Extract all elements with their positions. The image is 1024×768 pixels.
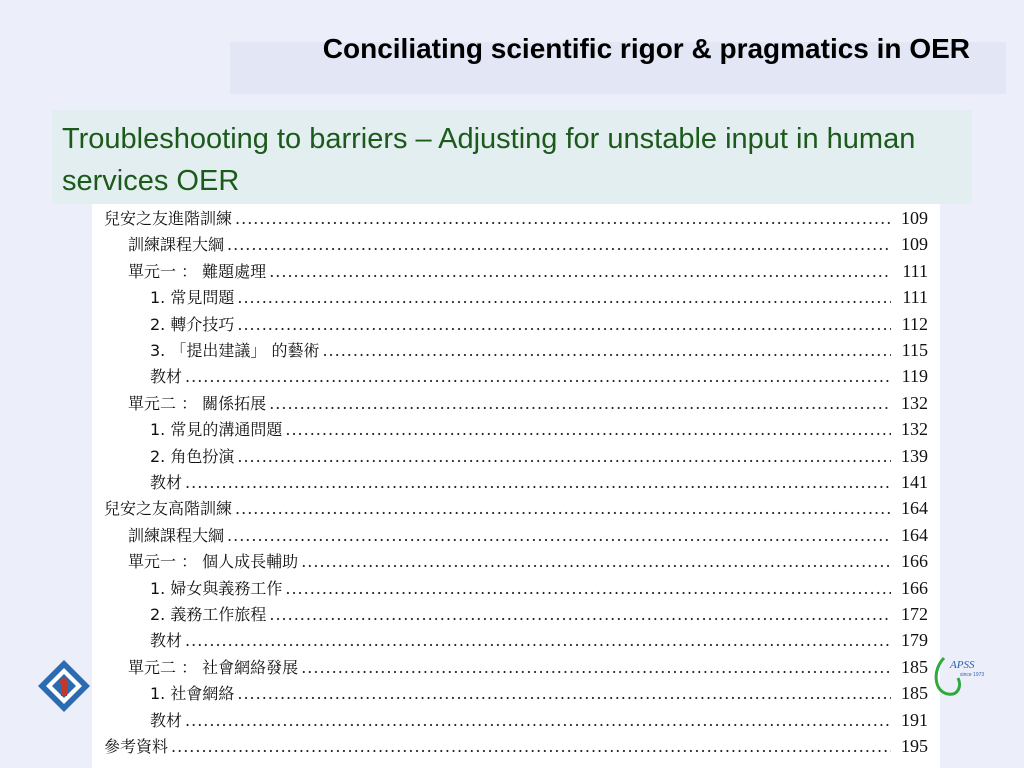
toc-entry-page: 111 bbox=[902, 287, 928, 308]
toc-entry bbox=[128, 549, 928, 575]
toc-entry-page: 172 bbox=[901, 604, 928, 624]
toc-entry-label: 兒安之友高階訓練 bbox=[104, 499, 233, 519]
toc-leader-dots bbox=[171, 737, 891, 756]
toc-entry bbox=[150, 444, 928, 470]
toc-leader-dots bbox=[227, 526, 891, 545]
toc-leader-dots bbox=[235, 499, 891, 518]
toc-entry-page: 185 bbox=[901, 656, 928, 677]
toc-leader-dots bbox=[185, 711, 891, 730]
toc-entry bbox=[150, 602, 928, 628]
toc-entry-page: 119 bbox=[901, 366, 928, 387]
toc-leader-dots bbox=[237, 315, 891, 334]
apss-logo-icon bbox=[930, 650, 994, 700]
toc-leader-dots bbox=[185, 367, 891, 386]
toc-entry bbox=[104, 734, 928, 760]
toc-leader-dots bbox=[237, 288, 891, 307]
toc-leader-dots bbox=[285, 579, 891, 598]
slide-title: Conciliating scientific rigor & pragmatics in OER bbox=[322, 33, 970, 64]
toc-entry-label: 3. 「提出建議」 的藝術 bbox=[150, 341, 320, 360]
toc-entry-label: 訓練課程大綱 bbox=[128, 525, 225, 545]
toc-entry-label: 教材 bbox=[150, 631, 183, 651]
toc-entry bbox=[104, 206, 928, 232]
toc-entry-page: 109 bbox=[901, 234, 928, 255]
toc-entry-page: 141 bbox=[901, 472, 928, 492]
toc-leader-dots bbox=[269, 394, 891, 413]
toc-entry bbox=[150, 417, 928, 443]
toc-entry-label: 教材 bbox=[150, 710, 183, 730]
toc-entry bbox=[150, 628, 928, 654]
toc-leader-dots bbox=[322, 341, 891, 360]
toc-entry bbox=[150, 312, 928, 338]
toc-entry-label: 1. 婦女與義務工作 bbox=[150, 578, 283, 598]
toc-leader-dots bbox=[269, 605, 891, 624]
toc-entry-label: 2. 角色扮演 bbox=[150, 446, 235, 466]
slide-subtitle: Troubleshooting to barriers – Adjusting for unstable input in human services OER bbox=[62, 123, 916, 197]
toc-entry-label: 2. 義務工作旅程 bbox=[150, 605, 267, 624]
toc-entry bbox=[128, 523, 928, 549]
toc-leader-dots bbox=[237, 447, 891, 466]
toc-leader-dots bbox=[227, 235, 891, 254]
toc-entry-label: 1. 常見的溝通問題 bbox=[150, 420, 283, 440]
toc-entry bbox=[128, 655, 928, 681]
toc-leader-dots bbox=[185, 631, 891, 650]
toc-entry bbox=[150, 364, 928, 390]
toc-entry bbox=[128, 232, 928, 258]
toc-entry-page: 115 bbox=[901, 340, 928, 360]
toc-entry-page: 166 bbox=[901, 577, 928, 598]
toc-entry-label: 訓練課程大綱 bbox=[128, 235, 225, 255]
toc-entry bbox=[150, 681, 928, 707]
toc-entry-label: 單元一 ： 難題處理 bbox=[128, 261, 267, 281]
toc-entry-page: 109 bbox=[901, 208, 928, 228]
apss-logo-since: since 1973 bbox=[960, 672, 985, 678]
toc-entry-page: 112 bbox=[901, 313, 928, 334]
toc-entry-label: 單元二 ： 關係拓展 bbox=[128, 393, 267, 413]
toc-leader-dots bbox=[185, 473, 891, 492]
toc-leader-dots bbox=[301, 552, 891, 571]
toc-entry-label: 2. 轉介技巧 bbox=[150, 314, 235, 334]
toc-entry-page: 132 bbox=[901, 419, 928, 440]
toc-entry-label: 參考資料 bbox=[104, 737, 169, 756]
toc-entry-page: 139 bbox=[901, 445, 928, 466]
toc-entry-label: 教材 bbox=[150, 473, 183, 492]
toc-entry bbox=[150, 338, 928, 364]
toc-entry-page: 164 bbox=[901, 498, 928, 519]
toc-entry-label: 1. 社會網絡 bbox=[150, 684, 235, 704]
toc-entry-label: 教材 bbox=[150, 367, 183, 387]
apss-logo-text: APSS bbox=[950, 659, 975, 671]
toc-entry-label: 單元二 ： 社會網絡發展 bbox=[128, 657, 299, 677]
toc-entry-label: 1. 常見問題 bbox=[150, 288, 235, 308]
toc-entry bbox=[150, 470, 928, 496]
toc-leader-dots bbox=[237, 684, 891, 703]
toc-entry-page: 111 bbox=[902, 260, 928, 281]
table-of-contents bbox=[92, 204, 940, 768]
toc-entry bbox=[128, 259, 928, 285]
toc-entry bbox=[150, 708, 928, 734]
toc-leader-dots bbox=[269, 262, 891, 281]
toc-entry bbox=[128, 391, 928, 417]
toc-entry-page: 132 bbox=[901, 392, 928, 413]
toc-leader-dots bbox=[235, 209, 891, 228]
toc-entry-label: 單元一 ： 個人成長輔助 bbox=[128, 552, 299, 572]
toc-entry bbox=[150, 576, 928, 602]
toc-entry-label: 兒安之友進階訓練 bbox=[104, 209, 233, 228]
toc-entry bbox=[150, 285, 928, 311]
toc-entry-page: 166 bbox=[901, 551, 928, 572]
organization-logo-icon bbox=[36, 658, 92, 714]
toc-leader-dots bbox=[301, 658, 891, 677]
toc-entry-page: 191 bbox=[901, 709, 928, 730]
toc-entry-page: 185 bbox=[901, 683, 928, 704]
toc-leader-dots bbox=[285, 420, 891, 439]
toc-entry-page: 195 bbox=[901, 736, 928, 756]
toc-entry-page: 179 bbox=[901, 630, 928, 651]
toc-entry bbox=[104, 496, 928, 522]
toc-entry-page: 164 bbox=[901, 524, 928, 545]
